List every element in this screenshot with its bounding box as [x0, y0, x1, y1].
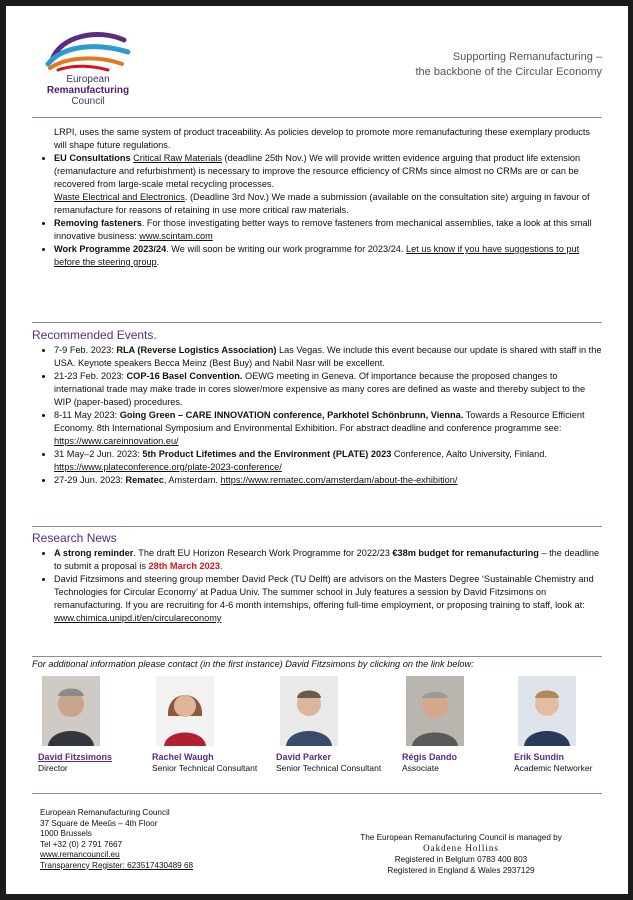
list-item: • 31 May–2 Jun. 2023: 5th Product Lifetimes and the Environment (PLATE) 2023 Conference, Aalto University, Finland. https://www.plateconference.org/plate-2023-conference/	[54, 448, 602, 474]
list-item: • 27-29 Jun. 2023: Rematec, Amsterdam. https://www.rematec.com/amsterdam/about-the-exhibition/	[54, 474, 602, 487]
events-title: Recommended Events.	[32, 328, 157, 342]
tagline	[416, 50, 603, 80]
intro-continuation: LRPI, uses the same system of product traceability. As policies develop to promote more remanufacturing these exemplary products will shape future regulations.	[54, 127, 591, 150]
person-card[interactable]	[38, 676, 148, 774]
logo-line1: European	[66, 74, 110, 85]
person-name: Rachel Waugh	[152, 752, 214, 762]
contact-intro: For additional information please contact (in the first instance) David Fitzsimons by clicking on the link below:	[32, 659, 474, 669]
tagline-line1: Supporting Remanufacturing –	[452, 51, 602, 63]
logo-line2: Remanufacturing	[46, 85, 130, 96]
deadline-date: 28th March 2023	[148, 561, 220, 571]
scintam-link[interactable]: www.scintam.com	[139, 231, 213, 241]
person-role: Associate	[402, 763, 439, 773]
padua-link[interactable]: www.chimica.unipd.it/en/circulareconomy	[54, 613, 222, 623]
tagline-line2: the backbone of the Circular Economy	[415, 66, 602, 78]
list-item: • David Fitzsimons and steering group member David Peck (TU Delft) are advisors on the Masters Degree ‘Sustainable Chemistry and Technologies for Circular Economy’ at Padua Univ. The summer school in July features a session by David Fitzsimons on remanufacturing. If you are recruiting for 4-6 month internships, offering full-time employment, or proposing training to staff, look at: www.chimica.unipd.it/en/circulareconomy	[54, 573, 602, 625]
top-bullet-list	[32, 152, 602, 269]
list-item: • 8-11 May 2023: Going Green – CARE INNOVATION conference, Parkhotel Schönbrunn, Vienna. Towards a Resource Efficient Economy. 8th International Symposium and Environmental Exhibition. For abstract deadline and conference programme see: https://www.careinnovation.eu/	[54, 409, 602, 448]
avatar	[518, 676, 576, 746]
logo-swirl-icon	[38, 26, 138, 72]
person-card	[402, 676, 512, 774]
website-link[interactable]: www.remancouncil.eu	[40, 850, 120, 859]
weee-consultation-link[interactable]: Waste Electrical and Electronics	[54, 192, 185, 202]
people-row	[32, 676, 608, 786]
person-role: Director	[38, 763, 68, 773]
events-section	[32, 327, 602, 487]
person-card	[276, 676, 386, 774]
person-card	[152, 676, 262, 774]
logo-line3: Council	[71, 96, 105, 107]
avatar	[42, 676, 100, 746]
avatar	[156, 676, 214, 746]
list-item: • 7-9 Feb. 2023: RLA (Reverse Logistics Association) Las Vegas. We include this event because our update is shared with staff in the USA. Keynote speakers Becca Meinz (Best Buy) and Nabil Nasr will be excellent.	[54, 344, 602, 370]
events-list	[32, 344, 602, 487]
footer-manager: The European Remanufacturing Council is managed by Oakdene Hollins Registered in Belgium 0783 400 803 Registered in England & Wales 2937129	[341, 832, 581, 876]
oakdene-hollins-logo: Oakdene Hollins	[423, 843, 499, 853]
list-item: • Work Programme 2023/24. We will soon be writing our work programme for 2023/24. Let us know if you have suggestions to put before the steering group.	[54, 243, 602, 269]
page	[6, 6, 628, 894]
suggestions-link[interactable]: Let us know if you have suggestions to put before the steering group	[54, 244, 580, 267]
footer-divider	[32, 793, 602, 794]
avatar	[280, 676, 338, 746]
person-name: Régis Dando	[402, 752, 458, 762]
plate-link[interactable]: https://www.plateconference.org/plate-2023-conference/	[54, 462, 282, 472]
research-title: Research News	[32, 531, 117, 545]
rematec-link[interactable]: https://www.rematec.com/amsterdam/about-the-exhibition/	[220, 475, 458, 485]
list-item: • Removing fasteners. For those investigating better ways to remove fasteners from mechanical assemblies, take a look at this small innovative business: www.scintam.com	[54, 217, 602, 243]
research-list	[32, 547, 602, 625]
section-divider	[32, 322, 602, 323]
person-name[interactable]: David Fitzsimons	[38, 752, 113, 762]
section-divider	[32, 526, 602, 527]
list-item: • EU Consultations Critical Raw Materials (deadline 25th Nov.) We will provide written evidence arguing that product life extension (remanufacture and refurbishment) is necessary to improve the resource efficiency of CRMs since almost no CRMs are or can be recovered from large-scale metal recycling processes. Waste Electrical and Electronics. (Deadline 3rd Nov.) We made a submission (available on the consultation site) arguing in favour of remanufacture for reasons of retaining in use more critical raw materials.	[54, 152, 602, 217]
erc-logo	[38, 26, 138, 107]
list-item: • 21-23 Feb. 2023: COP-16 Basel Convention. OEWG meeting in Geneva. Of importance because the proposed changes to international trade may make trade in cores slower/more expensive as many cores are defined as waste and thereby subject to the WIP (paper-based) procedures.	[54, 370, 602, 409]
list-item: • A strong reminder. The draft EU Horizon Research Work Programme for 2022/23 €38m budget for remanufacturing – the deadline to submit a proposal is 28th March 2023.	[54, 547, 602, 573]
crm-consultation-link[interactable]: Critical Raw Materials	[133, 153, 222, 163]
person-role: Senior Technical Consultant	[152, 763, 258, 773]
research-section	[32, 530, 602, 625]
header-divider	[32, 117, 602, 118]
person-role: Senior Technical Consultant	[276, 763, 382, 773]
careinnovation-link[interactable]: https://www.careinnovation.eu/	[54, 436, 179, 446]
top-section	[32, 126, 602, 269]
transparency-register[interactable]: Transparency Register: 623517430489 68	[40, 860, 194, 870]
avatar	[406, 676, 464, 746]
person-name: David Parker	[276, 752, 332, 762]
person-role: Academic Networker	[514, 763, 593, 773]
person-card	[514, 676, 624, 774]
person-name: Erik Sundin	[514, 752, 565, 762]
footer-address: European Remanufacturing Council 37 Square de Meeûs – 4th Floor 1000 Brussels Tel +32 (0) 2 791 7667 www.remancouncil.eu Transparency Register: 623517430489 68	[40, 808, 194, 870]
section-divider	[32, 656, 602, 657]
